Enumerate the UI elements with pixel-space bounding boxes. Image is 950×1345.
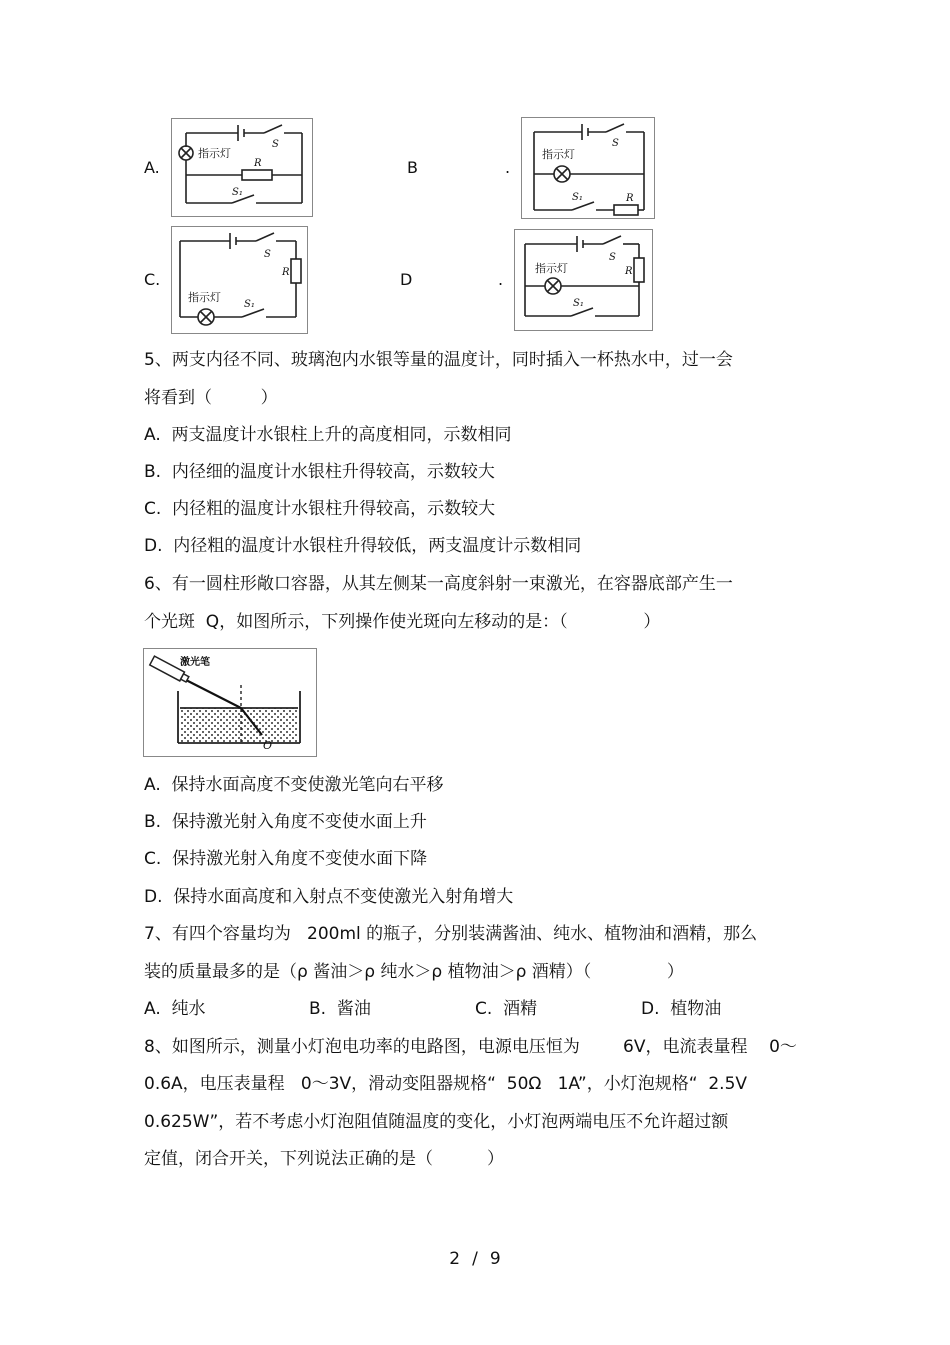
switch-s-label: S [264,249,271,260]
q7-stem-line1: 7、有四个容量均为 200ml 的瓶子，分别装满酱油、纯水、植物油和酒精，那么 [144,924,758,944]
circuit-diagram-d [514,229,653,331]
q5-option-b: B. 内径细的温度计水银柱升得较高，示数较大 [144,462,495,482]
lamp-label: 指示灯 [542,148,575,161]
q6-option-d: D. 保持水面高度和入射点不变使激光入射角增大 [144,887,514,907]
q7-stem-line2: 装的质量最多的是（ρ 酱油＞ρ 纯水＞ρ 植物油＞ρ 酒精）（ ） [144,962,684,982]
q6-option-c: C. 保持激光射入角度不变使水面下降 [144,849,428,869]
switch-s-label: S [612,138,619,149]
circuit-diagram-b [521,117,655,219]
resistor-label: R [625,266,633,277]
lamp-label: 指示灯 [188,291,221,304]
page-separator: / [472,1249,478,1269]
switch-s-label: S [272,139,279,150]
circuit-diagram-a [171,118,313,217]
q5-stem-line1: 5、两支内径不同、玻璃泡内水银等量的温度计，同时插入一杯热水中，过一会 [144,350,733,370]
q7-option-c: C. 酒精 [475,999,538,1019]
option-b-dot: . [505,158,511,177]
switch-s-label: S [609,252,616,263]
lamp-label: 指示灯 [535,262,568,275]
q7-option-d: D. 植物油 [641,999,722,1019]
q8-line3: 0.625W”，若不考虑小灯泡阻值随温度的变化，小灯泡两端电压不允许超过额 [144,1112,729,1132]
q8-line1: 8、如图所示，测量小灯泡电功率的电路图，电源电压恒为 6V，电流表量程 0～ [144,1037,797,1057]
q7-option-a: A. 纯水 [144,999,206,1019]
lamp-label: 指示灯 [198,147,231,160]
q6-stem-line1: 6、有一圆柱形敞口容器，从其左侧某一高度斜射一束激光，在容器底部产生一 [144,574,733,594]
q6-option-a: A. 保持水面高度不变使激光笔向右平移 [144,775,444,795]
option-b-label: B [407,158,418,177]
page-number [0,1248,950,1270]
circuit-diagram-c [171,226,308,334]
q7-option-b: B. 酱油 [309,999,371,1019]
page-total: 9 [489,1249,501,1269]
q5-stem-line2: 将看到（ ） [144,388,278,408]
option-d-dot: . [498,270,504,289]
light-spot-label: O [263,739,273,752]
q5-option-c: C. 内径粗的温度计水银柱升得较高，示数较大 [144,499,496,519]
option-d-label: D [400,270,413,289]
switch-s1-label: S₁ [244,299,255,310]
q8-line4: 定值，闭合开关，下列说法正确的是（ ） [144,1149,505,1169]
q6-option-b: B. 保持激光射入角度不变使水面上升 [144,812,427,832]
option-c-label: C. [144,270,161,289]
resistor-label: R [254,158,262,169]
q8-line2: 0.6A，电压表量程 0～3V，滑动变阻器规格“ 50Ω 1A”，小灯泡规格“ 2.5V [144,1074,748,1094]
resistor-label: R [626,193,634,204]
option-a-label: A. [144,158,160,177]
switch-s1-label: S₁ [572,192,583,203]
resistor-label: R [282,267,290,278]
laser-pen-label: 激光笔 [180,657,210,668]
q6-stem-line2: 个光斑 Q，如图所示，下列操作使光斑向左移动的是：（ ） [144,612,661,632]
switch-s1-label: S₁ [232,187,243,198]
page-current: 2 [449,1249,461,1269]
q5-option-a: A. 两支温度计水银柱上升的高度相同，示数相同 [144,425,512,445]
q5-option-d: D. 内径粗的温度计水银柱升得较低，两支温度计示数相同 [144,536,582,556]
laser-container-figure [143,648,317,757]
switch-s1-label: S₁ [573,298,584,309]
